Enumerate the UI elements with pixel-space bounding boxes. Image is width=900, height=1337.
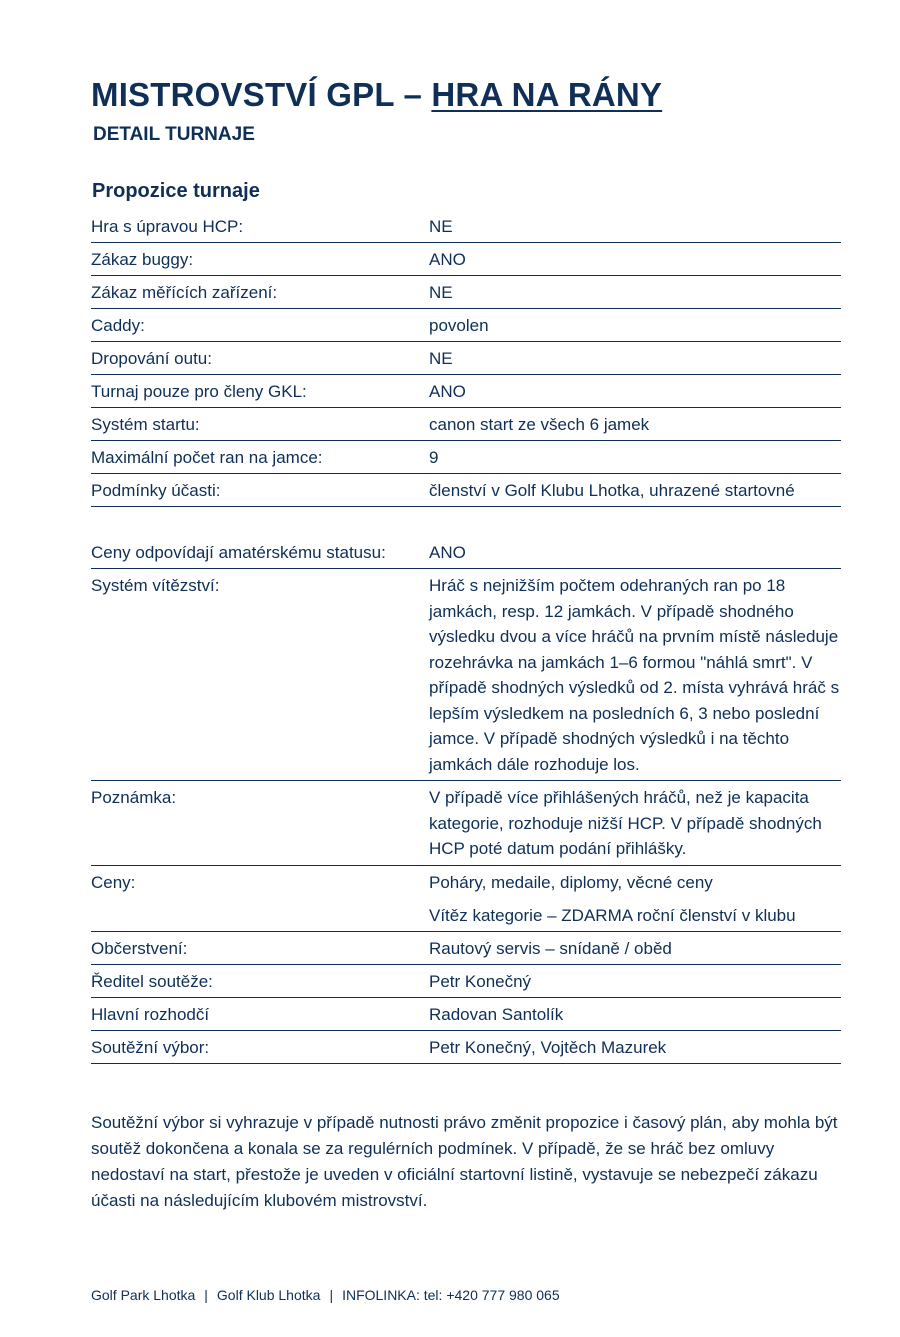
footer (91, 1287, 560, 1303)
row-value: 9 (429, 448, 439, 467)
row-label: Ceny odpovídají amatérskému statusu: (91, 543, 386, 562)
row-label: Soutěžní výbor: (91, 1037, 210, 1057)
row-label: Maximální počet ran na jamce: (91, 448, 323, 467)
table-row (91, 536, 841, 569)
table-row (91, 781, 841, 866)
table-row (91, 342, 841, 375)
row-value (429, 866, 841, 931)
row-label: Systém startu: (91, 415, 200, 434)
row-value: Hráč s nejnižším počtem odehraných ran po 18 jamkách, resp. 12 jamkách. V případě shodného výsledku dvou a více hráčů na prvním místě následuje rozehrávka na jamkách 1–6 formou "náhlá smrt". V případě shodných výsledků od 2. místa vyhrává hráč s lepším výsledkem na posledních 6, 3 nebo poslední jamce. V případě shodných výsledků i na těchto jamkách dále rozhoduje los. (429, 576, 840, 774)
section-heading: Propozice turnaje (92, 180, 260, 202)
title-prefix: MISTROVSTVÍ GPL – (91, 76, 432, 113)
row-value: povolen (429, 316, 489, 335)
footer-park: Golf Park Lhotka (91, 1287, 196, 1303)
row-value: V případě více přihlášených hráčů, než je kapacita kategorie, rozhoduje nižší HCP. V případě shodných HCP poté datum podání přihlášky. (429, 788, 822, 858)
table-row (91, 1031, 841, 1064)
row-value-line: Vítěz kategorie – ZDARMA roční členství v klubu (429, 905, 796, 925)
footer-separator: | (204, 1287, 208, 1303)
row-value: Petr Konečný, Vojtěch Mazurek (429, 1037, 667, 1057)
row-value: členství v Golf Klubu Lhotka, uhrazené startovné (429, 481, 795, 500)
table-row (91, 441, 841, 474)
row-label: Systém vítězství: (91, 576, 220, 595)
row-value: ANO (429, 250, 466, 269)
table-row (91, 998, 841, 1031)
row-label: Caddy: (91, 316, 145, 335)
row-value: Rautový servis – snídaně / oběd (429, 938, 672, 958)
table-row (91, 866, 841, 932)
table-row (91, 965, 841, 998)
row-value: NE (429, 283, 453, 302)
table-row (91, 210, 841, 243)
row-value: canon start ze všech 6 jamek (429, 415, 650, 434)
row-label: Turnaj pouze pro členy GKL: (91, 382, 307, 401)
row-label: Občerstvení: (91, 938, 188, 958)
row-value: ANO (429, 382, 466, 401)
disclaimer-note: Soutěžní výbor si vyhrazuje v případě nutnosti právo změnit propozice i časový plán, aby mohla být soutěž dokončena a konala se za regulérních podmínek. V případě, že se hráč bez omluvy nedostaví na start, přestože je uveden v oficiální startovní listině, vystavuje se nebezpečí zákazu účasti na následujícím klubovém mistrovství. (91, 1113, 838, 1210)
page-title (91, 76, 662, 114)
row-label: Zákaz buggy: (91, 250, 194, 269)
table-row (91, 408, 841, 441)
row-value: ANO (429, 543, 466, 562)
row-label: Poznámka: (91, 788, 177, 807)
page-subtitle: DETAIL TURNAJE (93, 124, 255, 145)
row-label: Ředitel soutěže: (91, 971, 213, 991)
row-value: NE (429, 349, 453, 368)
row-value: Radovan Santolík (429, 1004, 564, 1024)
table-row (91, 276, 841, 309)
table-row (91, 243, 841, 276)
row-label: Podmínky účasti: (91, 481, 221, 500)
row-value-line: Poháry, medaile, diplomy, věcné ceny (429, 872, 713, 892)
row-label: Dropování outu: (91, 349, 212, 368)
title-emphasis: HRA NA RÁNY (431, 76, 663, 113)
table-row (91, 474, 841, 507)
footer-infoline: INFOLINKA: tel: +420 777 980 065 (342, 1287, 560, 1303)
row-label: Zákaz měřících zařízení: (91, 283, 278, 302)
row-label: Hra s úpravou HCP: (91, 217, 244, 236)
table-row (91, 375, 841, 408)
table-row (91, 569, 841, 781)
table-row (91, 309, 841, 342)
footer-club: Golf Klub Lhotka (216, 1287, 321, 1303)
row-label: Hlavní rozhodčí (91, 1004, 210, 1024)
rules-table-details (91, 536, 841, 1064)
rules-table-basic (91, 210, 841, 507)
row-value: Petr Konečný (429, 971, 532, 991)
table-row (91, 932, 841, 965)
row-label: Ceny: (91, 872, 136, 892)
footer-separator: | (329, 1287, 334, 1303)
row-value: NE (429, 217, 453, 236)
